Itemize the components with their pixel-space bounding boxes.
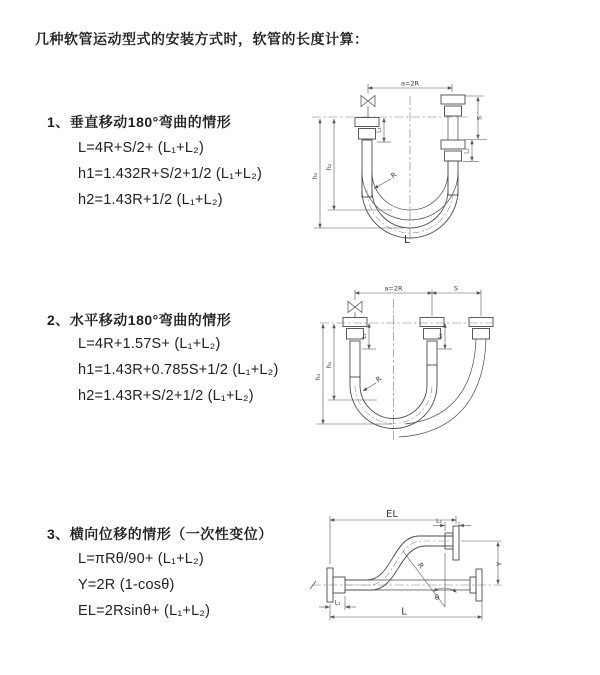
d1-label-a2r: a=2R <box>400 79 420 88</box>
d3-centerlines <box>310 581 502 589</box>
d2-label-r: R <box>374 374 384 385</box>
section-2-heading: 2、水平移动180°弯曲的情形 <box>47 312 232 328</box>
section-2-formula-1: L=4R+1.57S+ (L₁+L₂) <box>78 336 221 352</box>
d3-label-theta: θ <box>434 594 440 602</box>
d1-label-l1: L₁ <box>375 127 383 133</box>
page-title: 几种软管运动型式的安装方式时，软管的长度计算： <box>35 31 369 47</box>
section-1-formula-3: h2=1.43R+1/2 (L₁+L₂) <box>78 192 223 208</box>
d3-hose <box>345 536 470 590</box>
d3-label-el: EL <box>386 509 398 520</box>
d2-label-h2: h₂ <box>325 361 333 369</box>
d2-valve-icon <box>348 302 362 318</box>
d3-label-r: R <box>415 561 426 571</box>
section-3-heading: 3、横向位移的情形（一次性变位） <box>47 526 273 542</box>
d2-label-s: S <box>453 284 459 293</box>
diagram-1-vertical-180-bend <box>280 78 484 255</box>
d3-label-l2: L₂ <box>436 518 442 525</box>
section-1-formula-1: L=4R+S/2+ (L₁+L₂) <box>78 140 204 156</box>
d3-dimensions <box>319 509 504 621</box>
section-3-formula-1: L=πRθ/90+ (L₁+L₂) <box>78 551 204 567</box>
d1-label-h2: h₂ <box>325 163 333 171</box>
diagram-2-horizontal-180-bend <box>315 286 495 442</box>
d3-fittings <box>327 526 482 602</box>
d3-label-y: Y <box>495 561 504 567</box>
diagram-3-lateral-displacement <box>308 508 506 630</box>
d3-label-l: L <box>401 606 407 618</box>
d1-label-l: L <box>403 233 411 246</box>
section-3-formula-2: Y=2R (1-cosθ) <box>78 577 175 593</box>
d2-label-l2: L₂ <box>438 333 444 339</box>
d2-label-a2r: a=2R <box>384 284 403 293</box>
section-2-formula-2: h1=1.43R+0.785S+1/2 (L₁+L₂) <box>78 362 279 378</box>
d2-label-h1: h₁ <box>314 373 322 381</box>
d3-label-l1: L₁ <box>334 599 341 607</box>
d2-dimensions <box>314 285 481 425</box>
section-3-formula-3: EL=2Rsinθ+ (L₁+L₂) <box>78 603 211 619</box>
d1-dimensions <box>311 80 487 247</box>
d1-label-l2: L₂ <box>463 148 471 154</box>
d2-label-l1: L₁ <box>362 333 368 339</box>
d2-centerlines <box>320 299 492 440</box>
d1-label-h1: h₁ <box>311 172 319 180</box>
section-1-formula-2: h1=1.432R+S/2+1/2 (L₁+L₂) <box>78 166 263 182</box>
d1-label-s: S <box>475 115 484 121</box>
d1-centerlines <box>312 96 468 240</box>
section-2-formula-3: h2=1.43R+S/2+1/2 (L₁+L₂) <box>78 388 254 404</box>
d1-valve-icon <box>361 96 375 118</box>
d1-label-r: R <box>389 170 399 181</box>
d2-hose <box>350 339 486 437</box>
d2-fittings <box>343 318 493 378</box>
section-1-heading: 1、垂直移动180°弯曲的情形 <box>47 114 232 130</box>
